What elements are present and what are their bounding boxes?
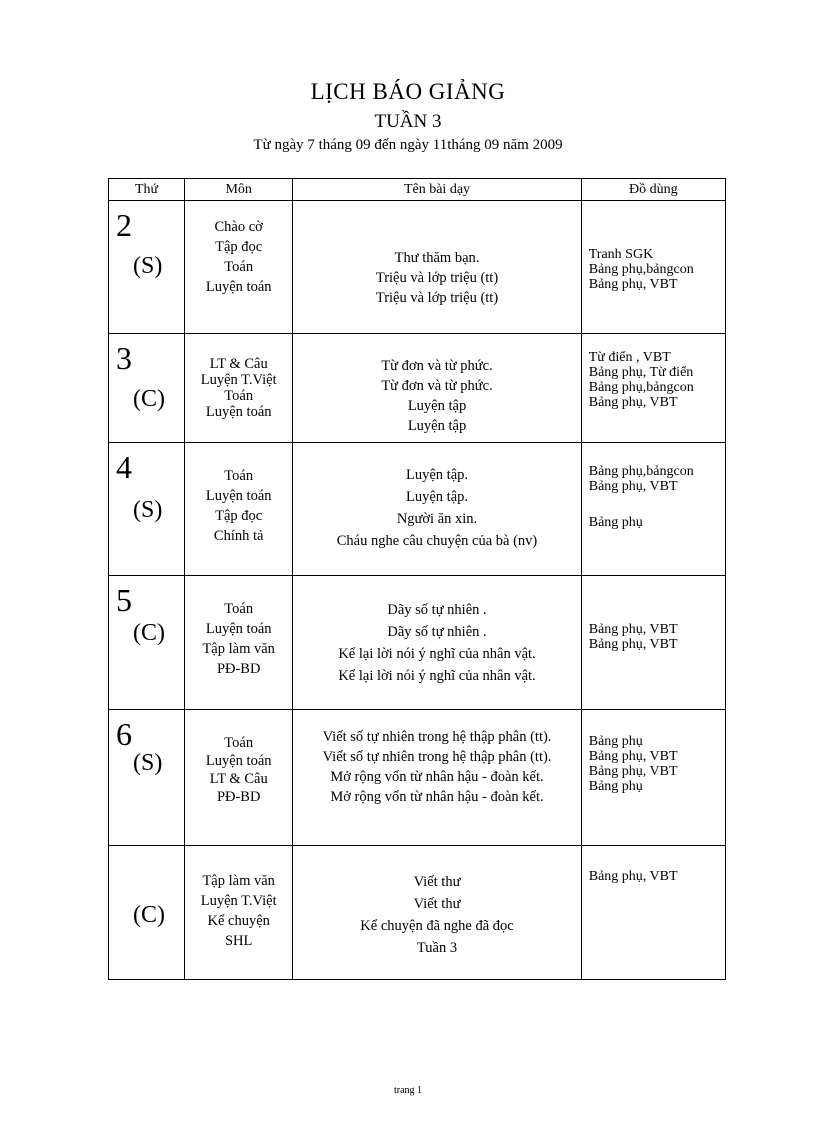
lesson-item: Cháu nghe câu chuyện của bà (nv) [336, 532, 538, 549]
material-item: Bảng phụ, VBT [588, 636, 678, 652]
subjects-cell [185, 575, 293, 709]
day-cell [109, 334, 185, 442]
lesson-item: Viết thư [413, 895, 461, 912]
lesson-item: Luyện tập. [406, 466, 469, 483]
day-cell [109, 201, 185, 334]
lesson-item: Thư thăm bạn. [394, 250, 480, 266]
lesson-item: Luyện tập. [406, 488, 469, 505]
material-item: Bảng phụ,bảngcon [588, 463, 694, 479]
lesson-item: Người ăn xin. [396, 510, 478, 527]
day-cell [109, 845, 185, 979]
lesson-item: Triệu và lớp triệu (tt) [375, 270, 499, 286]
lesson-item: Từ đơn và từ phức. [381, 358, 493, 375]
subject-item: Luyện toán [205, 620, 272, 637]
header-subject: Môn [185, 179, 293, 201]
materials-cell [581, 442, 725, 575]
schedule-table [108, 178, 726, 980]
lesson-item: Kể lại lời nói ý nghĩ của nhân vật. [338, 667, 536, 684]
subject-item: Kể chuyện [207, 912, 270, 929]
material-item: Bảng phụ [588, 514, 643, 530]
table-row [109, 334, 726, 442]
document-title: LỊCH BÁO GIẢNG [310, 79, 506, 104]
lesson-item: Luyện tập [407, 398, 467, 415]
subject-item: SHL [224, 932, 253, 949]
material-item: Bảng phụ, VBT [588, 478, 678, 494]
date-range: Từ ngày 7 tháng 09 đến ngày 11tháng 09 năm 2009 [253, 137, 563, 153]
table-row [109, 201, 726, 334]
subject-item: Toán [224, 388, 254, 405]
day-cell [109, 710, 185, 845]
subject-item: Luyện toán [205, 753, 272, 770]
subject-item: Luyện toán [205, 487, 272, 504]
lesson-item: Tuần 3 [416, 939, 458, 956]
header-day: Thứ [109, 179, 185, 201]
lesson-item: Dãy số tự nhiên . [387, 601, 487, 618]
subjects-cell [185, 710, 293, 845]
subject-item: Luyện toán [205, 279, 272, 295]
subjects-cell [185, 201, 293, 334]
subject-item: LT & Câu [209, 356, 268, 373]
material-item: Bảng phụ,bảngcon [588, 262, 694, 277]
materials-cell [581, 575, 725, 709]
lesson-item: Kể chuyện đã nghe đã đọc [360, 917, 514, 934]
subject-item: Toán [224, 467, 254, 484]
day-number: 6 [116, 716, 132, 753]
materials-cell [581, 334, 725, 442]
day-number: 4 [116, 448, 132, 485]
material-item: Bảng phụ, Từ điển [588, 365, 694, 381]
subject-item: Tập đọc [215, 239, 263, 255]
table-row [109, 710, 726, 845]
lesson-item: Kể lại lời nói ý nghĩ của nhân vật. [338, 645, 536, 662]
page-number: trang 1 [393, 1085, 423, 1096]
lesson-item: Mở rộng vốn từ nhân hậu - đoàn kết. [330, 769, 544, 786]
session-label: (C) [133, 386, 165, 413]
subjects-cell [185, 442, 293, 575]
lessons-cell [293, 710, 581, 845]
lessons-cell [293, 845, 581, 979]
lesson-item: Luyện tập [407, 418, 467, 435]
materials-cell [581, 201, 725, 334]
session-label: (C) [133, 901, 165, 928]
material-item: Bảng phụ, VBT [588, 764, 678, 780]
material-item: Bảng phụ,bảngcon [588, 380, 694, 396]
lesson-item: Viết thư [413, 873, 461, 890]
lesson-item: Viết số tự nhiên trong hệ thập phân (tt). [322, 749, 552, 766]
day-number: 2 [116, 207, 132, 243]
material-item: Bảng phụ, VBT [588, 277, 678, 292]
lessons-cell [293, 442, 581, 575]
day-number: 5 [116, 581, 132, 618]
lesson-item: Viết số tự nhiên trong hệ thập phân (tt). [322, 729, 552, 746]
subject-item: Chính tả [213, 527, 264, 544]
subject-item: LT & Câu [209, 771, 268, 788]
header-materials: Đồ dùng [581, 179, 725, 201]
material-item: Từ điển , VBT [588, 350, 671, 366]
day-number: 3 [116, 340, 132, 377]
session-label: (S) [133, 750, 163, 777]
subjects-cell [185, 334, 293, 442]
materials-cell [581, 710, 725, 845]
subject-item: PĐ-BD [216, 789, 261, 806]
subjects-cell [185, 845, 293, 979]
day-cell [109, 442, 185, 575]
material-item: Tranh SGK [588, 247, 654, 262]
table-row [109, 442, 726, 575]
subject-item: Luyện T.Việt [200, 892, 277, 909]
subject-item: Chào cờ [214, 219, 263, 235]
material-item: Bảng phụ, VBT [588, 749, 678, 765]
material-item: Bảng phụ, VBT [588, 868, 678, 884]
material-item: Bảng phụ [588, 779, 643, 795]
session-label: (C) [133, 619, 165, 646]
lesson-item: Mở rộng vốn từ nhân hậu - đoàn kết. [330, 789, 544, 806]
lessons-cell [293, 334, 581, 442]
material-item: Bảng phụ [588, 734, 643, 750]
material-item: Bảng phụ, VBT [588, 621, 678, 637]
table-row [109, 575, 726, 709]
lesson-item: Dãy số tự nhiên . [387, 623, 487, 640]
subject-item: PĐ-BD [216, 660, 261, 677]
subject-item: Luyện toán [205, 404, 272, 421]
day-cell [109, 575, 185, 709]
lesson-item: Từ đơn và từ phức. [381, 378, 493, 395]
header-lesson: Tên bài dạy [293, 179, 581, 201]
subject-item: Tập làm văn [202, 872, 275, 889]
header-row [109, 179, 726, 201]
subject-item: Tập đọc [215, 507, 263, 524]
session-label: (S) [133, 496, 163, 523]
table-row [109, 845, 726, 979]
lessons-cell [293, 201, 581, 334]
lesson-item: Triệu và lớp triệu (tt) [375, 290, 499, 306]
subject-item: Toán [224, 600, 254, 617]
subject-item: Toán [224, 735, 254, 752]
material-item [589, 494, 725, 509]
week-label: TUẦN 3 [374, 111, 442, 132]
lessons-cell [293, 575, 581, 709]
session-label: (S) [133, 253, 163, 279]
subject-item: Toán [224, 259, 254, 275]
subject-item: Tập làm văn [202, 640, 275, 657]
material-item: Bảng phụ, VBT [588, 395, 678, 411]
materials-cell [581, 845, 725, 979]
subject-item: Luyện T.Việt [200, 372, 277, 389]
